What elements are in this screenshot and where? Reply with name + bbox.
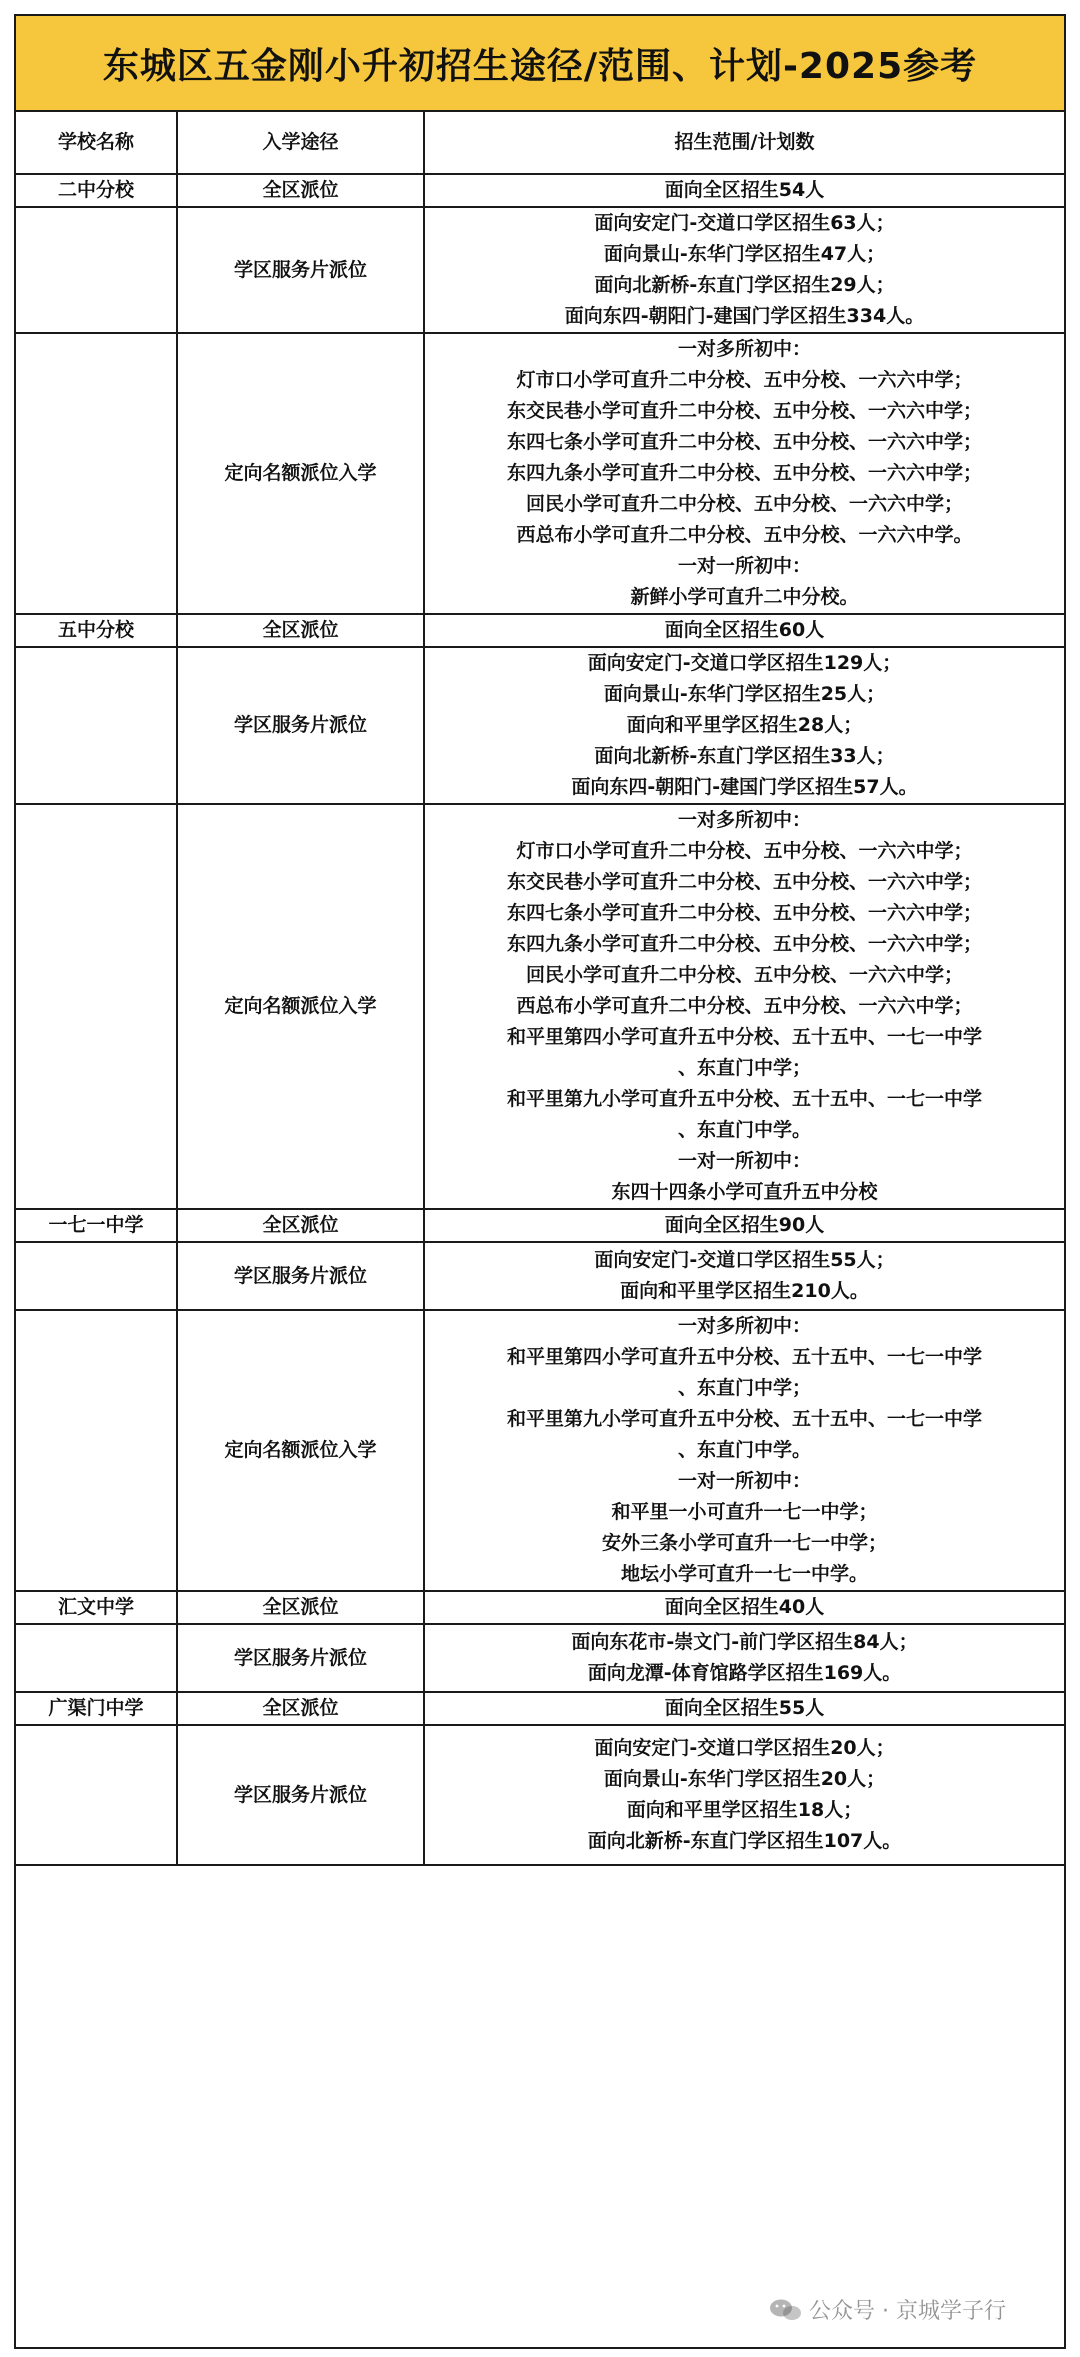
school-cell xyxy=(16,207,177,333)
scope-cell xyxy=(424,1209,1064,1242)
route-cell: 全区派位 xyxy=(177,1591,424,1624)
scope-line: 面向安定门-交道口学区招生55人； xyxy=(594,1249,895,1271)
table-row xyxy=(16,1242,1064,1310)
table-row xyxy=(16,1310,1064,1591)
table-row xyxy=(16,614,1064,647)
table-row xyxy=(16,647,1064,804)
scope-line: 和平里第四小学可直升五中分校、五十五中、一七一中学 xyxy=(506,1026,982,1048)
scope-line: 、东直门中学。 xyxy=(677,1119,811,1141)
scope-line: 面向安定门-交道口学区招生20人； xyxy=(594,1737,895,1759)
scope-line: 面向全区招生55人 xyxy=(664,1697,825,1719)
scope-cell xyxy=(424,1310,1064,1591)
scope-line: 面向和平里学区招生18人； xyxy=(626,1799,863,1821)
scope-line: 东交民巷小学可直升二中分校、五中分校、一六六中学； xyxy=(506,400,982,422)
scope-line: 新鲜小学可直升二中分校。 xyxy=(630,586,859,608)
scope-line: 、东直门中学。 xyxy=(677,1439,811,1461)
header-scope: 招生范围/计划数 xyxy=(424,112,1064,174)
table-row xyxy=(16,1591,1064,1624)
scope-line: 一对多所初中： xyxy=(677,338,811,360)
scope-line: 东交民巷小学可直升二中分校、五中分校、一六六中学； xyxy=(506,871,982,893)
scope-line: 回民小学可直升二中分校、五中分校、一六六中学； xyxy=(525,964,963,986)
watermark-text: 公众号 · 京城学子行 xyxy=(809,2299,1006,2324)
scope-line: 东四七条小学可直升二中分校、五中分校、一六六中学； xyxy=(506,902,982,924)
scope-line: 东四九条小学可直升二中分校、五中分校、一六六中学； xyxy=(506,462,982,484)
scope-line: 一对一所初中： xyxy=(677,1150,811,1172)
route-cell: 全区派位 xyxy=(177,614,424,647)
route-cell: 全区派位 xyxy=(177,1692,424,1725)
scope-line: 、东直门中学； xyxy=(677,1057,811,1079)
scope-cell xyxy=(424,1624,1064,1692)
scope-line: 一对多所初中： xyxy=(677,1315,811,1337)
route-cell: 学区服务片派位 xyxy=(177,1624,424,1692)
scope-line: 面向北新桥-东直门学区招生33人； xyxy=(594,745,895,767)
table-row xyxy=(16,1692,1064,1725)
school-cell xyxy=(16,1624,177,1692)
scope-line: 面向东四-朝阳门-建国门学区招生334人。 xyxy=(564,305,925,327)
table-row xyxy=(16,1209,1064,1242)
scope-line: 回民小学可直升二中分校、五中分校、一六六中学； xyxy=(525,493,963,515)
scope-line: 面向全区招生60人 xyxy=(664,619,825,641)
scope-line: 面向北新桥-东直门学区招生29人； xyxy=(594,274,895,296)
table-row xyxy=(16,1624,1064,1692)
scope-line: 和平里第九小学可直升五中分校、五十五中、一七一中学 xyxy=(506,1408,982,1430)
route-cell: 定向名额派位入学 xyxy=(177,333,424,614)
scope-line: 西总布小学可直升二中分校、五中分校、一六六中学； xyxy=(516,995,973,1017)
school-cell xyxy=(16,1725,177,1865)
header-school: 学校名称 xyxy=(16,112,177,174)
table-row xyxy=(16,1725,1064,1865)
scope-line: 面向景山-东华门学区招生25人； xyxy=(603,683,886,705)
scope-cell xyxy=(424,804,1064,1209)
scope-line: 东四十四条小学可直升五中分校 xyxy=(611,1181,878,1203)
scope-cell xyxy=(424,1692,1064,1725)
route-cell: 学区服务片派位 xyxy=(177,1242,424,1310)
route-cell: 定向名额派位入学 xyxy=(177,804,424,1209)
scope-line: 面向和平里学区招生28人； xyxy=(626,714,863,736)
school-cell xyxy=(16,1310,177,1591)
scope-line: 灯市口小学可直升二中分校、五中分校、一六六中学； xyxy=(516,369,973,391)
scope-cell xyxy=(424,614,1064,647)
document-page xyxy=(14,14,1066,2349)
page-title: 东城区五金刚小升初招生途径/范围、计划-2025参考 xyxy=(16,16,1064,112)
scope-line: 面向全区招生40人 xyxy=(664,1596,825,1618)
school-cell xyxy=(16,333,177,614)
school-cell xyxy=(16,804,177,1209)
table-row xyxy=(16,174,1064,207)
scope-line: 一对一所初中： xyxy=(677,555,811,577)
scope-line: 面向东四-朝阳门-建国门学区招生57人。 xyxy=(571,776,918,798)
scope-line: 面向全区招生54人 xyxy=(664,179,825,201)
scope-cell xyxy=(424,1591,1064,1624)
scope-line: 灯市口小学可直升二中分校、五中分校、一六六中学； xyxy=(516,840,973,862)
admission-table xyxy=(16,112,1064,1866)
school-cell: 广渠门中学 xyxy=(16,1692,177,1725)
scope-line: 面向景山-东华门学区招生20人； xyxy=(603,1768,886,1790)
scope-cell xyxy=(424,1242,1064,1310)
table-row xyxy=(16,207,1064,333)
route-cell: 全区派位 xyxy=(177,174,424,207)
scope-line: 面向全区招生90人 xyxy=(664,1214,825,1236)
route-cell: 学区服务片派位 xyxy=(177,207,424,333)
table-row xyxy=(16,333,1064,614)
scope-cell xyxy=(424,1725,1064,1865)
route-cell: 定向名额派位入学 xyxy=(177,1310,424,1591)
scope-line: 一对多所初中： xyxy=(677,809,811,831)
route-cell: 学区服务片派位 xyxy=(177,647,424,804)
route-cell: 全区派位 xyxy=(177,1209,424,1242)
scope-line: 面向龙潭-体育馆路学区招生169人。 xyxy=(587,1662,902,1684)
watermark xyxy=(769,2294,1006,2325)
scope-line: 和平里一小可直升一七一中学； xyxy=(611,1501,878,1523)
scope-cell xyxy=(424,207,1064,333)
table-row xyxy=(16,804,1064,1209)
scope-line: 面向北新桥-东直门学区招生107人。 xyxy=(587,1830,902,1852)
scope-line: 一对一所初中： xyxy=(677,1470,811,1492)
scope-line: 面向安定门-交道口学区招生129人； xyxy=(587,652,902,674)
scope-line: 和平里第四小学可直升五中分校、五十五中、一七一中学 xyxy=(506,1346,982,1368)
header-route: 入学途径 xyxy=(177,112,424,174)
header-row xyxy=(16,112,1064,174)
scope-line: 西总布小学可直升二中分校、五中分校、一六六中学。 xyxy=(516,524,973,546)
school-cell xyxy=(16,647,177,804)
scope-line: 面向景山-东华门学区招生47人； xyxy=(603,243,886,265)
school-cell: 一七一中学 xyxy=(16,1209,177,1242)
scope-line: 、东直门中学； xyxy=(677,1377,811,1399)
scope-line: 地坛小学可直升一七一中学。 xyxy=(620,1563,868,1585)
school-cell: 汇文中学 xyxy=(16,1591,177,1624)
scope-cell xyxy=(424,647,1064,804)
school-cell: 五中分校 xyxy=(16,614,177,647)
scope-line: 面向安定门-交道口学区招生63人； xyxy=(594,212,895,234)
scope-cell xyxy=(424,333,1064,614)
scope-line: 东四七条小学可直升二中分校、五中分校、一六六中学； xyxy=(506,431,982,453)
scope-line: 安外三条小学可直升一七一中学； xyxy=(601,1532,887,1554)
wechat-icon xyxy=(769,2298,803,2322)
scope-cell xyxy=(424,174,1064,207)
school-cell xyxy=(16,1242,177,1310)
scope-line: 和平里第九小学可直升五中分校、五十五中、一七一中学 xyxy=(506,1088,982,1110)
scope-line: 面向东花市-崇文门-前门学区招生84人； xyxy=(571,1631,918,1653)
scope-line: 面向和平里学区招生210人。 xyxy=(620,1280,869,1302)
route-cell: 学区服务片派位 xyxy=(177,1725,424,1865)
school-cell: 二中分校 xyxy=(16,174,177,207)
scope-line: 东四九条小学可直升二中分校、五中分校、一六六中学； xyxy=(506,933,982,955)
